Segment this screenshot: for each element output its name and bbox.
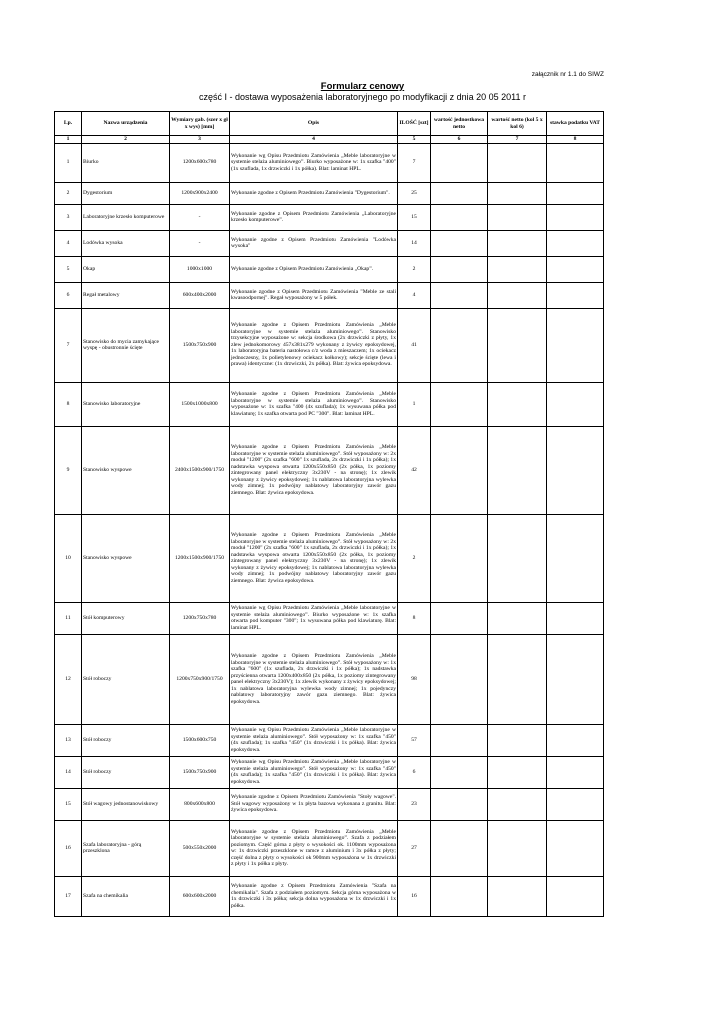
row-vat-rate[interactable] <box>547 876 604 916</box>
row-quantity: 8 <box>398 602 431 634</box>
row-dimensions: 800x600x800 <box>170 788 230 820</box>
row-dimensions: 1500x1000x800 <box>170 382 230 426</box>
col-number: 6 <box>431 136 488 144</box>
row-dimensions: 1200x1500x900/1750 <box>170 514 230 602</box>
col-header-unit-net: wartość jednostkowa netto <box>431 112 488 136</box>
row-description: Wykonanie zgodne z Opisem Przedmiotu Zamówienia „Meble laboratoryjne w systemie stelaża aluminiowego”. Stół wyposażony w: 2x moduł "1200" (2x szafka "600" 1x szuflada, 2x drzwiczki i 1x półka); 1x nadstawka wyspowa otwarta 1200x550x850 (2x półka, 1x poziomy zintegrowany panel elektryczny 3x230V - na stronę); 1x zlewik wykonany z żywicy epoksydowej; 1x nablatowa laboratoryjna wylewka wody zimnej; 1x podwójny nablatowy laboratoryjny zawór gazu ziemnego. Blat: żywica epoksydowa. <box>230 426 398 514</box>
row-dimensions: 500x550x2000 <box>170 820 230 876</box>
row-device-name: Stanowisko wyspowe <box>82 426 170 514</box>
row-unit-net-value[interactable] <box>431 282 488 308</box>
table-row <box>55 308 604 382</box>
row-lp: 6 <box>55 282 82 308</box>
row-device-name: Stanowisko do mycia zamykające wyspę - obustronnie ścięte <box>82 308 170 382</box>
row-device-name: Szafa na chemikalia <box>82 876 170 916</box>
row-unit-net-value[interactable] <box>431 756 488 788</box>
row-quantity: 25 <box>398 182 431 204</box>
table-row <box>55 256 604 282</box>
row-device-name: Stół roboczy <box>82 756 170 788</box>
row-total-net-value[interactable] <box>488 724 547 756</box>
row-lp: 15 <box>55 788 82 820</box>
row-quantity: 4 <box>398 282 431 308</box>
row-device-name: Szafa laboratoryjna - górą przeszklona <box>82 820 170 876</box>
row-total-net-value[interactable] <box>488 788 547 820</box>
col-number: 1 <box>55 136 82 144</box>
row-vat-rate[interactable] <box>547 820 604 876</box>
row-unit-net-value[interactable] <box>431 788 488 820</box>
row-total-net-value[interactable] <box>488 602 547 634</box>
row-description: Wykonanie wg Opisu Przedmiotu Zamówienia „Meble laboratoryjne w systemie stelaża aluminiowego”. Biurko wyposażone w: 1x szafka otwarta pod komputer "300"; 1x wysuwana półka pod klawiaturę. Blat: laminat HPL. <box>230 602 398 634</box>
row-vat-rate[interactable] <box>547 230 604 256</box>
row-vat-rate[interactable] <box>547 282 604 308</box>
row-unit-net-value[interactable] <box>431 426 488 514</box>
row-quantity: 7 <box>398 143 431 182</box>
row-description: Wykonanie wg Opisu Przedmiotu Zamówienia „Meble laboratoryjne w systemie stelaża aluminiowego”. Stół wyposażony w: 1x szafka "450" (4x szuflada); 1x szafka "450" (1x drzwiczki i 1x półka). Blat: żywica epoksydowa. <box>230 756 398 788</box>
row-vat-rate[interactable] <box>547 426 604 514</box>
row-description: Wykonanie zgodne z Opisem Przedmiotu Zamówienia „Okap”. <box>230 256 398 282</box>
row-vat-rate[interactable] <box>547 256 604 282</box>
col-header-vat: stawka podatku VAT <box>547 112 604 136</box>
row-total-net-value[interactable] <box>488 182 547 204</box>
row-quantity: 1 <box>398 382 431 426</box>
column-number-row <box>55 136 604 144</box>
row-description: Wykonanie wg Opisu Przedmiotu Zamówienia „Meble laboratoryjne w systemie stelaża aluminiowego”. Stół wyposażony w: 1x szafka "450" (4x szuflada); 1x szafka "450" (1x drzwiczki i 1x półka). Blat: żywica epoksydowa. <box>230 724 398 756</box>
table-row <box>55 204 604 230</box>
row-total-net-value[interactable] <box>488 282 547 308</box>
row-dimensions: 1500x750x900 <box>170 756 230 788</box>
row-device-name: Laboratoryjne krzesło komputerowe <box>82 204 170 230</box>
row-lp: 4 <box>55 230 82 256</box>
row-unit-net-value[interactable] <box>431 204 488 230</box>
col-header-qty: ILOŚĆ [szt] <box>398 112 431 136</box>
table-row <box>55 514 604 602</box>
row-device-name: Okap <box>82 256 170 282</box>
row-vat-rate[interactable] <box>547 724 604 756</box>
row-dimensions: 1200x750x780 <box>170 602 230 634</box>
row-total-net-value[interactable] <box>488 820 547 876</box>
row-quantity: 57 <box>398 724 431 756</box>
row-lp: 2 <box>55 182 82 204</box>
row-vat-rate[interactable] <box>547 308 604 382</box>
row-description: Wykonanie zgodne z Opisem Przedmiotu Zamówienia "Dygestorium". <box>230 182 398 204</box>
row-device-name: Stół roboczy <box>82 724 170 756</box>
row-device-name: Dygestorium <box>82 182 170 204</box>
table-row <box>55 634 604 724</box>
table-row <box>55 788 604 820</box>
col-number: 2 <box>82 136 170 144</box>
row-unit-net-value[interactable] <box>431 820 488 876</box>
row-device-name: Stanowisko laboratoryjne <box>82 382 170 426</box>
col-number: 8 <box>547 136 604 144</box>
row-total-net-value[interactable] <box>488 230 547 256</box>
table-row <box>55 756 604 788</box>
row-dimensions: 1500x750x900 <box>170 308 230 382</box>
row-dimensions: 1000x1000 <box>170 256 230 282</box>
row-unit-net-value[interactable] <box>431 602 488 634</box>
row-description: Wykonanie zgodne z Opisem Przedmiotu Zamówienia "Stoły wagowe". Stół wagowy wyposażony w 1x płyta bazowa wykonana z granitu. Blat: żywica epoksydowa. <box>230 788 398 820</box>
row-dimensions: 1200x600x780 <box>170 143 230 182</box>
row-quantity: 27 <box>398 820 431 876</box>
row-description: Wykonanie zgodne z Opisem Przedmiotu Zamówienia "Meble ze stali kwasoodpornej". Regał wyposażony w 5 półek. <box>230 282 398 308</box>
table-row <box>55 426 604 514</box>
row-quantity: 15 <box>398 204 431 230</box>
row-device-name: Regał metalowy <box>82 282 170 308</box>
col-header-dims: Wymiary gab. (szer x gł x wys) [mm] <box>170 112 230 136</box>
table-row <box>55 724 604 756</box>
row-description: Wykonanie zgodne z Opisem Przedmiotu Zamówienia "Szafa na chemikalia". Szafa z podziałem poziomym. Sekcja górna wyposażona w 1x drzwiczki i 3x półka; sekcja dolna wyposażona w 1x drzwiczki i 1x półka. <box>230 876 398 916</box>
col-header-total-net: wartość netto (kol 5 x kol 6) <box>488 112 547 136</box>
row-unit-net-value[interactable] <box>431 256 488 282</box>
table-header-row <box>55 112 604 136</box>
table-row <box>55 820 604 876</box>
table-row <box>55 230 604 256</box>
row-lp: 10 <box>55 514 82 602</box>
row-vat-rate[interactable] <box>547 204 604 230</box>
row-total-net-value[interactable] <box>488 756 547 788</box>
row-unit-net-value[interactable] <box>431 230 488 256</box>
row-lp: 13 <box>55 724 82 756</box>
page-title: Formularz cenowy <box>320 81 405 92</box>
col-number: 7 <box>488 136 547 144</box>
row-lp: 11 <box>55 602 82 634</box>
page-subtitle: część I - dostawa wyposażenia laboratoryjnego po modyfikacji z dnia 20 05 2011 r <box>198 92 526 102</box>
row-total-net-value[interactable] <box>488 426 547 514</box>
row-description: Wykonanie zgodne z Opisem Przedmiotu Zamówienia "Lodówka wysoka" <box>230 230 398 256</box>
row-lp: 17 <box>55 876 82 916</box>
row-device-name: Biurko <box>82 143 170 182</box>
table-body <box>55 143 604 916</box>
row-quantity: 42 <box>398 426 431 514</box>
row-lp: 1 <box>55 143 82 182</box>
row-description: Wykonanie zgodne z Opisem Przedmiotu Zamówienia „Meble laboratoryjne w systemie stelaża aluminiowego”. Stół wyposażony w: 2x moduł "1200" (2x szafka "600" 1x szuflada, 2x drzwiczki i 1x półka); 1x nadstawka wyspowa otwarta 1200x550x850 (2x półka, 1x poziomy zintegrowany panel elektryczny 3x230V - na stronę); 1x zlewik wykonany z żywicy epoksydowej; 1x nablatowa laboratoryjna wylewka wody zimnej; 1x podwójny nablatowy laboratoryjny zawór gazu ziemnego. Blat: żywica epoksydowa. <box>230 514 398 602</box>
row-vat-rate[interactable] <box>547 382 604 426</box>
row-dimensions: - <box>170 204 230 230</box>
row-description: Wykonanie zgodne z Opisem Przedmiotu Zamówienia „Meble laboratoryjne w systemie stelaża aluminiowego”. Szafa z podziałem poziomym. Część górna z płyty o wysokości ok. 1100mm wyposażona w: 1x drzwiczki przeszklone w ramce z aluminium i 3x półka z płyty; część dolna z płyty o wysokości ok 900mm wyposażona w 1x drzwiczki z płyty i 1x półka z płyty. <box>230 820 398 876</box>
row-total-net-value[interactable] <box>488 634 547 724</box>
row-quantity: 98 <box>398 634 431 724</box>
col-number: 5 <box>398 136 431 144</box>
row-quantity: 14 <box>398 230 431 256</box>
row-quantity: 16 <box>398 876 431 916</box>
row-vat-rate[interactable] <box>547 514 604 602</box>
row-dimensions: 1500x600x750 <box>170 724 230 756</box>
row-lp: 7 <box>55 308 82 382</box>
row-quantity: 2 <box>398 256 431 282</box>
row-dimensions: 1200x900x2400 <box>170 182 230 204</box>
table-row <box>55 602 604 634</box>
price-form-table <box>54 111 604 917</box>
row-total-net-value[interactable] <box>488 143 547 182</box>
col-header-lp: Lp. <box>55 112 82 136</box>
row-total-net-value[interactable] <box>488 382 547 426</box>
row-quantity: 2 <box>398 514 431 602</box>
table-row <box>55 876 604 916</box>
row-quantity: 23 <box>398 788 431 820</box>
row-lp: 8 <box>55 382 82 426</box>
row-device-name: Lodówka wysoka <box>82 230 170 256</box>
table-row <box>55 182 604 204</box>
row-unit-net-value[interactable] <box>431 143 488 182</box>
row-lp: 3 <box>55 204 82 230</box>
row-total-net-value[interactable] <box>488 204 547 230</box>
row-dimensions: - <box>170 230 230 256</box>
row-total-net-value[interactable] <box>488 256 547 282</box>
row-total-net-value[interactable] <box>488 514 547 602</box>
row-unit-net-value[interactable] <box>431 308 488 382</box>
col-header-desc: Opis <box>230 112 398 136</box>
row-device-name: Stół wagowy jednostanowiskowy <box>82 788 170 820</box>
row-dimensions: 1200x750x900/1750 <box>170 634 230 724</box>
row-description: Wykonanie zgodne z Opisem Przedmiotu Zamówienia „Laboratoryjne krzesło komputerowe”. <box>230 204 398 230</box>
table-row <box>55 282 604 308</box>
row-description: Wykonanie zgodne z Opisem Przedmiotu Zamówienia „Meble laboratoryjne w systemie stelaża aluminiowego”. Stanowisko trzysekcyjne wyposażone w: sekcja środkowa (2x drzwiczki z płyty, 1x zlew jednokomorowy 457x381x279 wykonany z żywicy epoksydowej, 1x laboratoryjna bateria nastołowa c/z woda z mieszaczem; 1x ociekacz jednoczesny, 1x polietylenowy ociekacz kołkowy); sekcje ścięte (lewa i prawa) identyczne: (1x drzwiczki, 2x półka). Blat: żywica epoksydowa. <box>230 308 398 382</box>
row-quantity: 41 <box>398 308 431 382</box>
row-vat-rate[interactable] <box>547 602 604 634</box>
row-lp: 12 <box>55 634 82 724</box>
row-device-name: Stół roboczy <box>82 634 170 724</box>
row-dimensions: 600x600x2000 <box>170 876 230 916</box>
row-unit-net-value[interactable] <box>431 634 488 724</box>
row-unit-net-value[interactable] <box>431 514 488 602</box>
row-dimensions: 600x400x2000 <box>170 282 230 308</box>
row-description: Wykonanie zgodne z Opisem Przedmiotu Zamówienia „Meble laboratoryjne w systemie stelaża aluminiowego”. Stanowisko wyposażone w: 1x szafka "400 (4x szuflada); 1x wysuwana półka pod klawiaturę; 1x szafka otwarta pod PC "300". Blat: laminat HPL. <box>230 382 398 426</box>
row-dimensions: 2400x1500x900/1750 <box>170 426 230 514</box>
row-lp: 9 <box>55 426 82 514</box>
attachment-note: załącznik nr 1.1 do SIWZ <box>531 71 604 78</box>
col-number: 4 <box>230 136 398 144</box>
row-lp: 14 <box>55 756 82 788</box>
row-vat-rate[interactable] <box>547 756 604 788</box>
row-device-name: Stół komputerowy <box>82 602 170 634</box>
row-total-net-value[interactable] <box>488 308 547 382</box>
row-device-name: Stanowisko wyspowe <box>82 514 170 602</box>
row-lp: 5 <box>55 256 82 282</box>
row-vat-rate[interactable] <box>547 634 604 724</box>
table-row <box>55 382 604 426</box>
row-vat-rate[interactable] <box>547 788 604 820</box>
row-lp: 16 <box>55 820 82 876</box>
row-description: Wykonanie zgodne z Opisem Przedmiotu Zamówienia „Meble laboratoryjne w systemie stelaża aluminiowego”. Stół wyposażony w: 1x szafka "600" (1x szuflada, 2x drzwiczki i 1x półka); 1x nadstawka przyścienna otwarta 1200x400x850 (2x półka, 1x poziomy zintegrowany panel elektryczny 3x230V); 1x zlewik wykonany z żywicy epoksydowej; 1x nablatowa laboratoryjna wylewka wody zimnej; 1x pojedynczy nablatowy laboratoryjny zawór gazu ziemnego. Blat: żywica epoksydowa. <box>230 634 398 724</box>
row-vat-rate[interactable] <box>547 182 604 204</box>
col-header-name: Nazwa urządzenia <box>82 112 170 136</box>
row-unit-net-value[interactable] <box>431 876 488 916</box>
row-unit-net-value[interactable] <box>431 724 488 756</box>
table-row <box>55 143 604 182</box>
row-unit-net-value[interactable] <box>431 182 488 204</box>
row-total-net-value[interactable] <box>488 876 547 916</box>
row-vat-rate[interactable] <box>547 143 604 182</box>
row-unit-net-value[interactable] <box>431 382 488 426</box>
row-quantity: 6 <box>398 756 431 788</box>
col-number: 3 <box>170 136 230 144</box>
row-description: Wykonanie wg Opisu Przedmiotu Zamówienia „Meble laboratoryjne w systemie stelaża aluminiowego”. Biurko wyposażone w: 1x szafka "400" (1x szuflada, 1x drzwiczki i 1x półka). Blat: laminat HPL. <box>230 143 398 182</box>
